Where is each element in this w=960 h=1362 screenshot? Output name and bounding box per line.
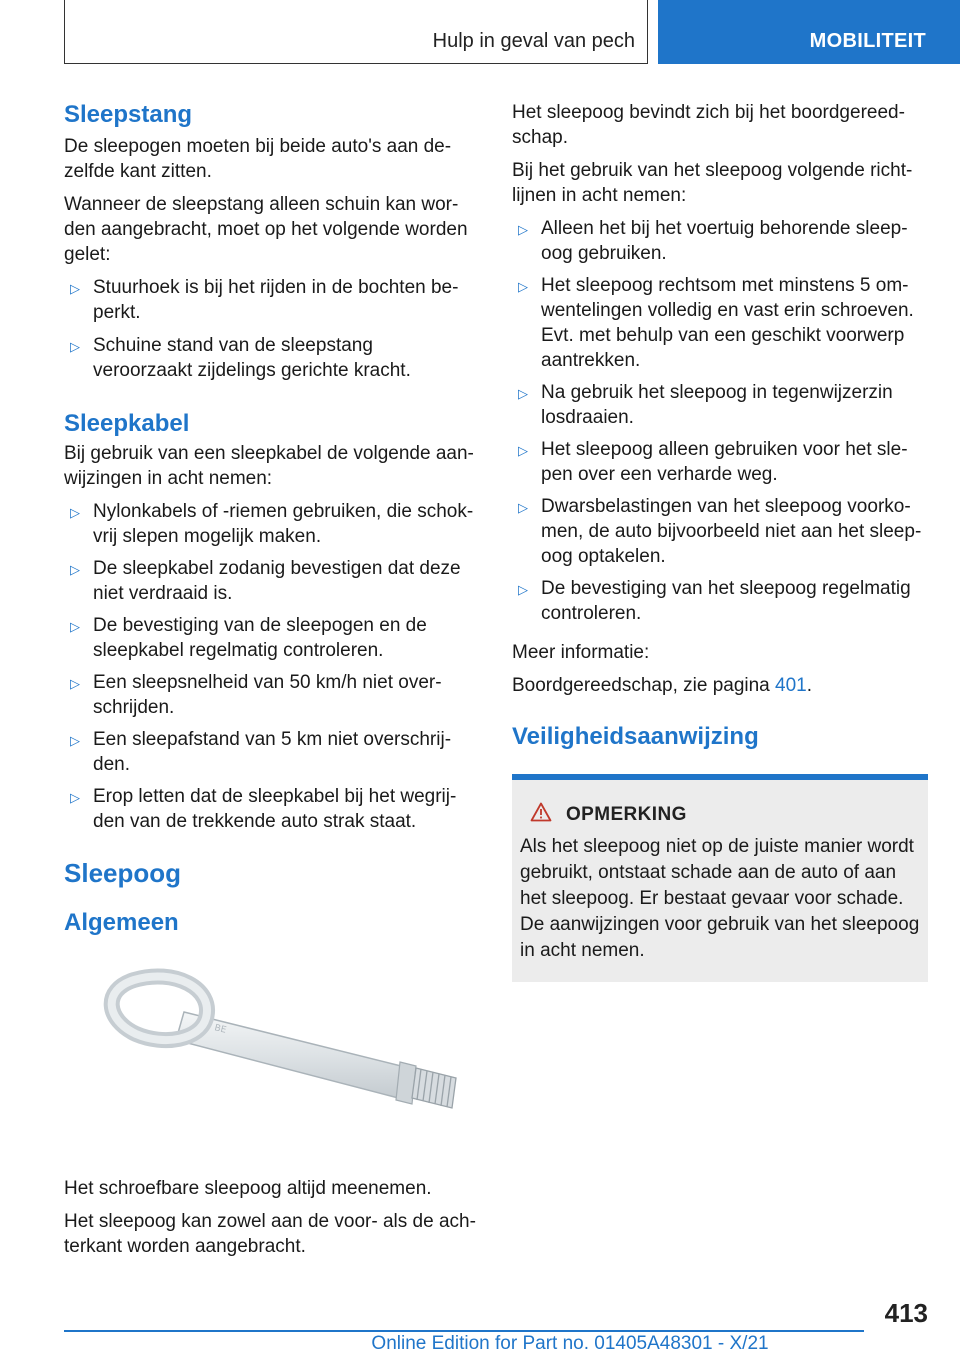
notice-label: OPMERKING — [566, 804, 687, 825]
page-link[interactable]: 401 — [775, 675, 807, 696]
bullet-triangle-icon: ▷ — [518, 279, 528, 294]
list-item: ▷ De sleepkabel zodanig bevestigen dat deze niet verdraaid is. — [70, 558, 461, 604]
paragraph: Bij gebruik van een sleepkabel de volgende aanwijzingen in acht nemen: — [64, 443, 474, 489]
header-section-title: Hulp in geval van pech — [432, 30, 635, 52]
bullet-triangle-icon: ▷ — [518, 443, 528, 458]
heading-sleepkabel: Sleepkabel — [64, 410, 190, 437]
list-item: ▷ Nylonkabels of -riemen gebruiken, die schokvrij slepen mogelijk maken. — [70, 501, 474, 547]
footer-edition: Online Edition for Part no. 01405A48301 - X/21 — [371, 1333, 769, 1354]
bullet-triangle-icon: ▷ — [518, 386, 528, 401]
paragraph: Wanneer de sleepstang alleen schuin kan worden aangebracht, moet op het volgende worden gelet: — [64, 194, 468, 265]
tow-eye-illustration — [64, 958, 476, 1158]
bullet-triangle-icon: ▷ — [70, 339, 80, 354]
bullet-triangle-icon: ▷ — [70, 281, 80, 296]
notice-text: Als het sleepoog niet op de juiste manier wordt gebruikt, ontstaat schade aan de auto of aan het sleepoog. Er bestaat gevaar voor schade. De aanwijzingen voor gebruik van het sleepoog in acht nemen. — [520, 836, 920, 961]
bullet-triangle-icon: ▷ — [70, 676, 80, 691]
list-item: ▷ Na gebruik het sleepoog in tegenwijzerzin losdraaien. — [518, 382, 893, 428]
paragraph: Het sleepoog kan zowel aan de voor- als de achterkant worden aangebracht. — [64, 1211, 476, 1257]
bullet-triangle-icon: ▷ — [70, 790, 80, 805]
paragraph: Het sleepoog bevindt zich bij het boordgereedschap. — [512, 102, 905, 148]
paragraph: De sleepogen moeten bij beide auto's aan dezelfde kant zitten. — [64, 136, 452, 182]
paragraph: Het schroefbare sleepoog altijd meenemen. — [64, 1178, 432, 1199]
header-chapter-title: MOBILITEIT — [809, 30, 926, 52]
left-column — [64, 100, 476, 1259]
list-item: ▷ Stuurhoek is bij het rijden in de bochten beperkt. — [70, 277, 459, 323]
paragraph: Bij het gebruik van het sleepoog volgende richtlijnen in acht nemen: — [512, 160, 913, 206]
list-item: ▷ Het sleepoog alleen gebruiken voor het slepen over een verharde weg. — [518, 439, 908, 485]
heading-algemeen: Algemeen — [64, 909, 179, 936]
bullet-triangle-icon: ▷ — [70, 733, 80, 748]
list-item: ▷ Een sleepafstand van 5 km niet overschrijden. — [70, 729, 452, 775]
bullet-triangle-icon: ▷ — [518, 222, 528, 237]
bullet-list — [512, 216, 928, 626]
paragraph: Meer informatie: — [512, 642, 650, 663]
page-number: 413 — [884, 1298, 928, 1328]
footer-divider — [64, 1330, 864, 1332]
bullet-list — [64, 499, 476, 834]
warning-triangle-icon — [530, 802, 552, 828]
list-item: ▷ Een sleepsnelheid van 50 km/h niet overschrijden. — [70, 672, 442, 718]
heading-sleepoog: Sleepoog — [64, 858, 182, 888]
list-item: ▷ Erop letten dat de sleepkabel bij het wegrijden van de trekkende auto strak staat. — [70, 786, 457, 832]
bullet-triangle-icon: ▷ — [518, 500, 528, 515]
list-item: ▷ Het sleepoog rechtsom met minstens 5 omwentelingen volledig en vast erin schroeven. Evt. met behulp van een geschikt voorwerp aantrekken. — [518, 275, 914, 371]
bullet-triangle-icon: ▷ — [70, 619, 80, 634]
list-item: ▷ De bevestiging van de sleepogen en de sleepkabel regelmatig controleren. — [70, 615, 427, 661]
heading-veiligheidsaanwijzing: Veiligheidsaanwijzing — [512, 723, 759, 750]
bullet-triangle-icon: ▷ — [70, 562, 80, 577]
right-column — [512, 100, 928, 982]
notice-box — [512, 774, 928, 982]
bullet-triangle-icon: ▷ — [70, 505, 80, 520]
header-chapter-box — [658, 0, 960, 64]
header-section-box — [64, 0, 648, 64]
bullet-triangle-icon: ▷ — [518, 582, 528, 597]
bullet-list — [64, 275, 476, 383]
list-item: ▷ Schuine stand van de sleepstang veroorzaakt zijdelings gerichte kracht. — [70, 335, 411, 381]
list-item: ▷ Alleen het bij het voertuig behorende sleepoog gebruiken. — [518, 218, 908, 264]
list-item: ▷ Dwarsbelastingen van het sleepoog voorkomen, de auto bijvoorbeeld niet aan het sleepoog optakelen. — [518, 496, 922, 567]
cross-reference: Boordgereedschap, zie pagina 401. — [512, 675, 813, 696]
list-item: ▷ De bevestiging van het sleepoog regelmatig controleren. — [518, 578, 911, 624]
notice-header — [520, 802, 920, 828]
svg-text:BE: BE — [213, 1023, 228, 1036]
heading-sleepstang: Sleepstang — [64, 101, 193, 128]
